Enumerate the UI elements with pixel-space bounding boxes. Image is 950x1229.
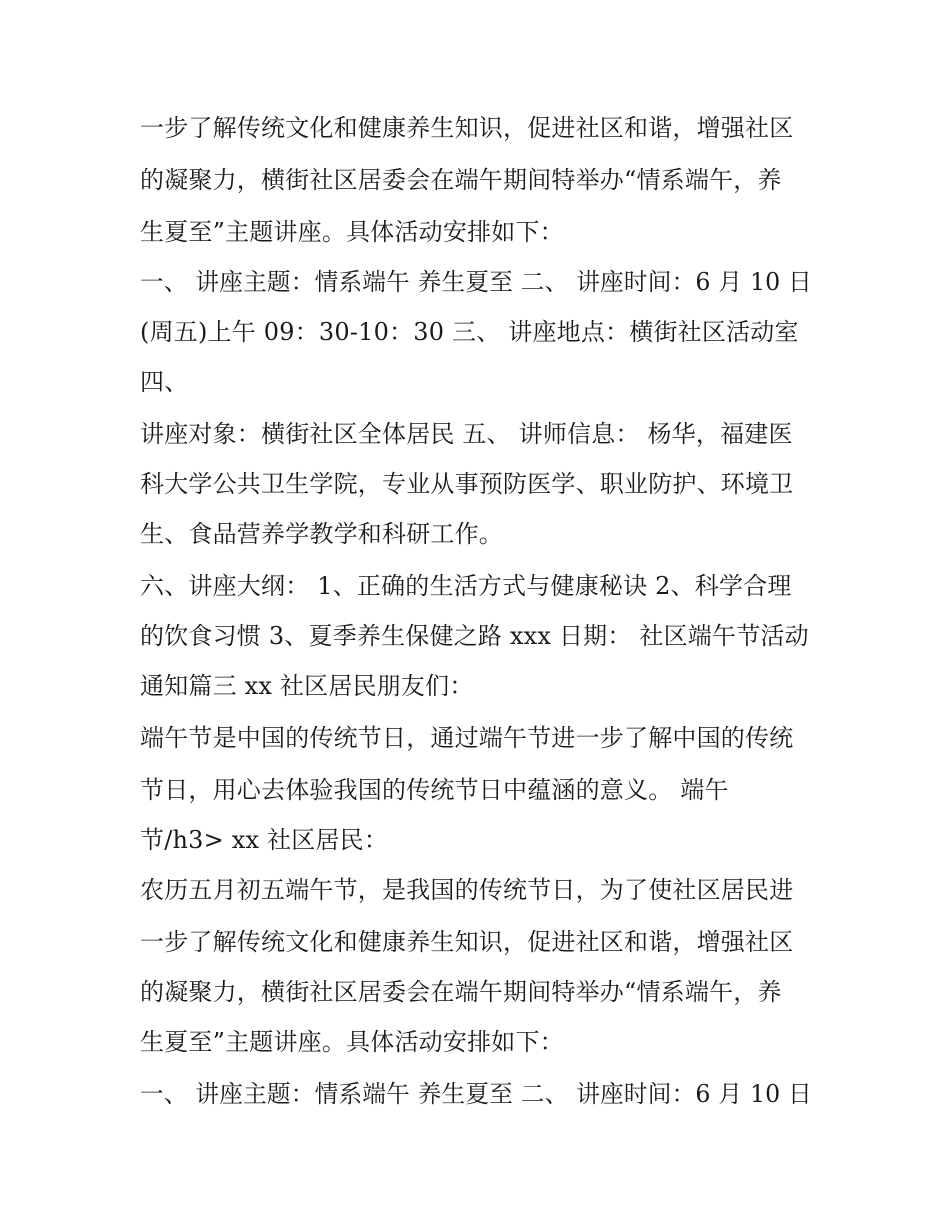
text-line: 一步了解传统文化和健康养生知识，促进社区和谐，增强社区 xyxy=(140,928,794,956)
text-line: 讲座对象：横街社区全体居民 五、 讲师信息： 杨华，福建医 xyxy=(140,420,793,448)
text-line: 一、 讲座主题：情系端午 养生夏至 二、 讲座时间：6 月 10 日 xyxy=(140,268,812,296)
text-line: 节日，用心去体验我国的传统节日中蕴涵的意义。 端午 xyxy=(140,776,729,804)
text-line: 端午节是中国的传统节日，通过端午节进一步了解中国的传统 xyxy=(140,724,794,752)
text-line: 科大学公共卫生学院，专业从事预防医学、职业防护、环境卫 xyxy=(140,470,794,498)
text-line: 的饮食习惯 3、夏季养生保健之路 xxx 日期： 社区端午节活动 xyxy=(140,622,809,650)
text-line: 一、 讲座主题：情系端午 养生夏至 二、 讲座时间：6 月 10 日 xyxy=(140,1080,812,1108)
text-line: 的凝聚力，横街社区居委会在端午期间特举办“情系端午，养 xyxy=(140,166,782,194)
text-line: 农历五月初五端午节，是我国的传统节日，为了使社区居民进 xyxy=(140,876,794,904)
text-line: 生夏至”主题讲座。具体活动安排如下： xyxy=(140,218,564,246)
text-line: (周五)上午 09：30-10：30 三、 讲座地点：横街社区活动室 xyxy=(140,318,799,346)
text-line: 通知篇三 xx 社区居民朋友们： xyxy=(140,672,474,700)
text-line: 节/h3> xx 社区居民： xyxy=(140,826,389,854)
text-line: 的凝聚力，横街社区居委会在端午期间特举办“情系端午，养 xyxy=(140,978,782,1006)
text-line: 一步了解传统文化和健康养生知识，促进社区和谐，增强社区 xyxy=(140,114,794,142)
text-line: 六、讲座大纲： 1、正确的生活方式与健康秘诀 2、科学合理 xyxy=(140,572,792,600)
text-line: 生、食品营养学教学和科研工作。 xyxy=(140,520,503,548)
text-line: 四、 xyxy=(140,368,189,396)
text-line: 生夏至”主题讲座。具体活动安排如下： xyxy=(140,1028,564,1056)
